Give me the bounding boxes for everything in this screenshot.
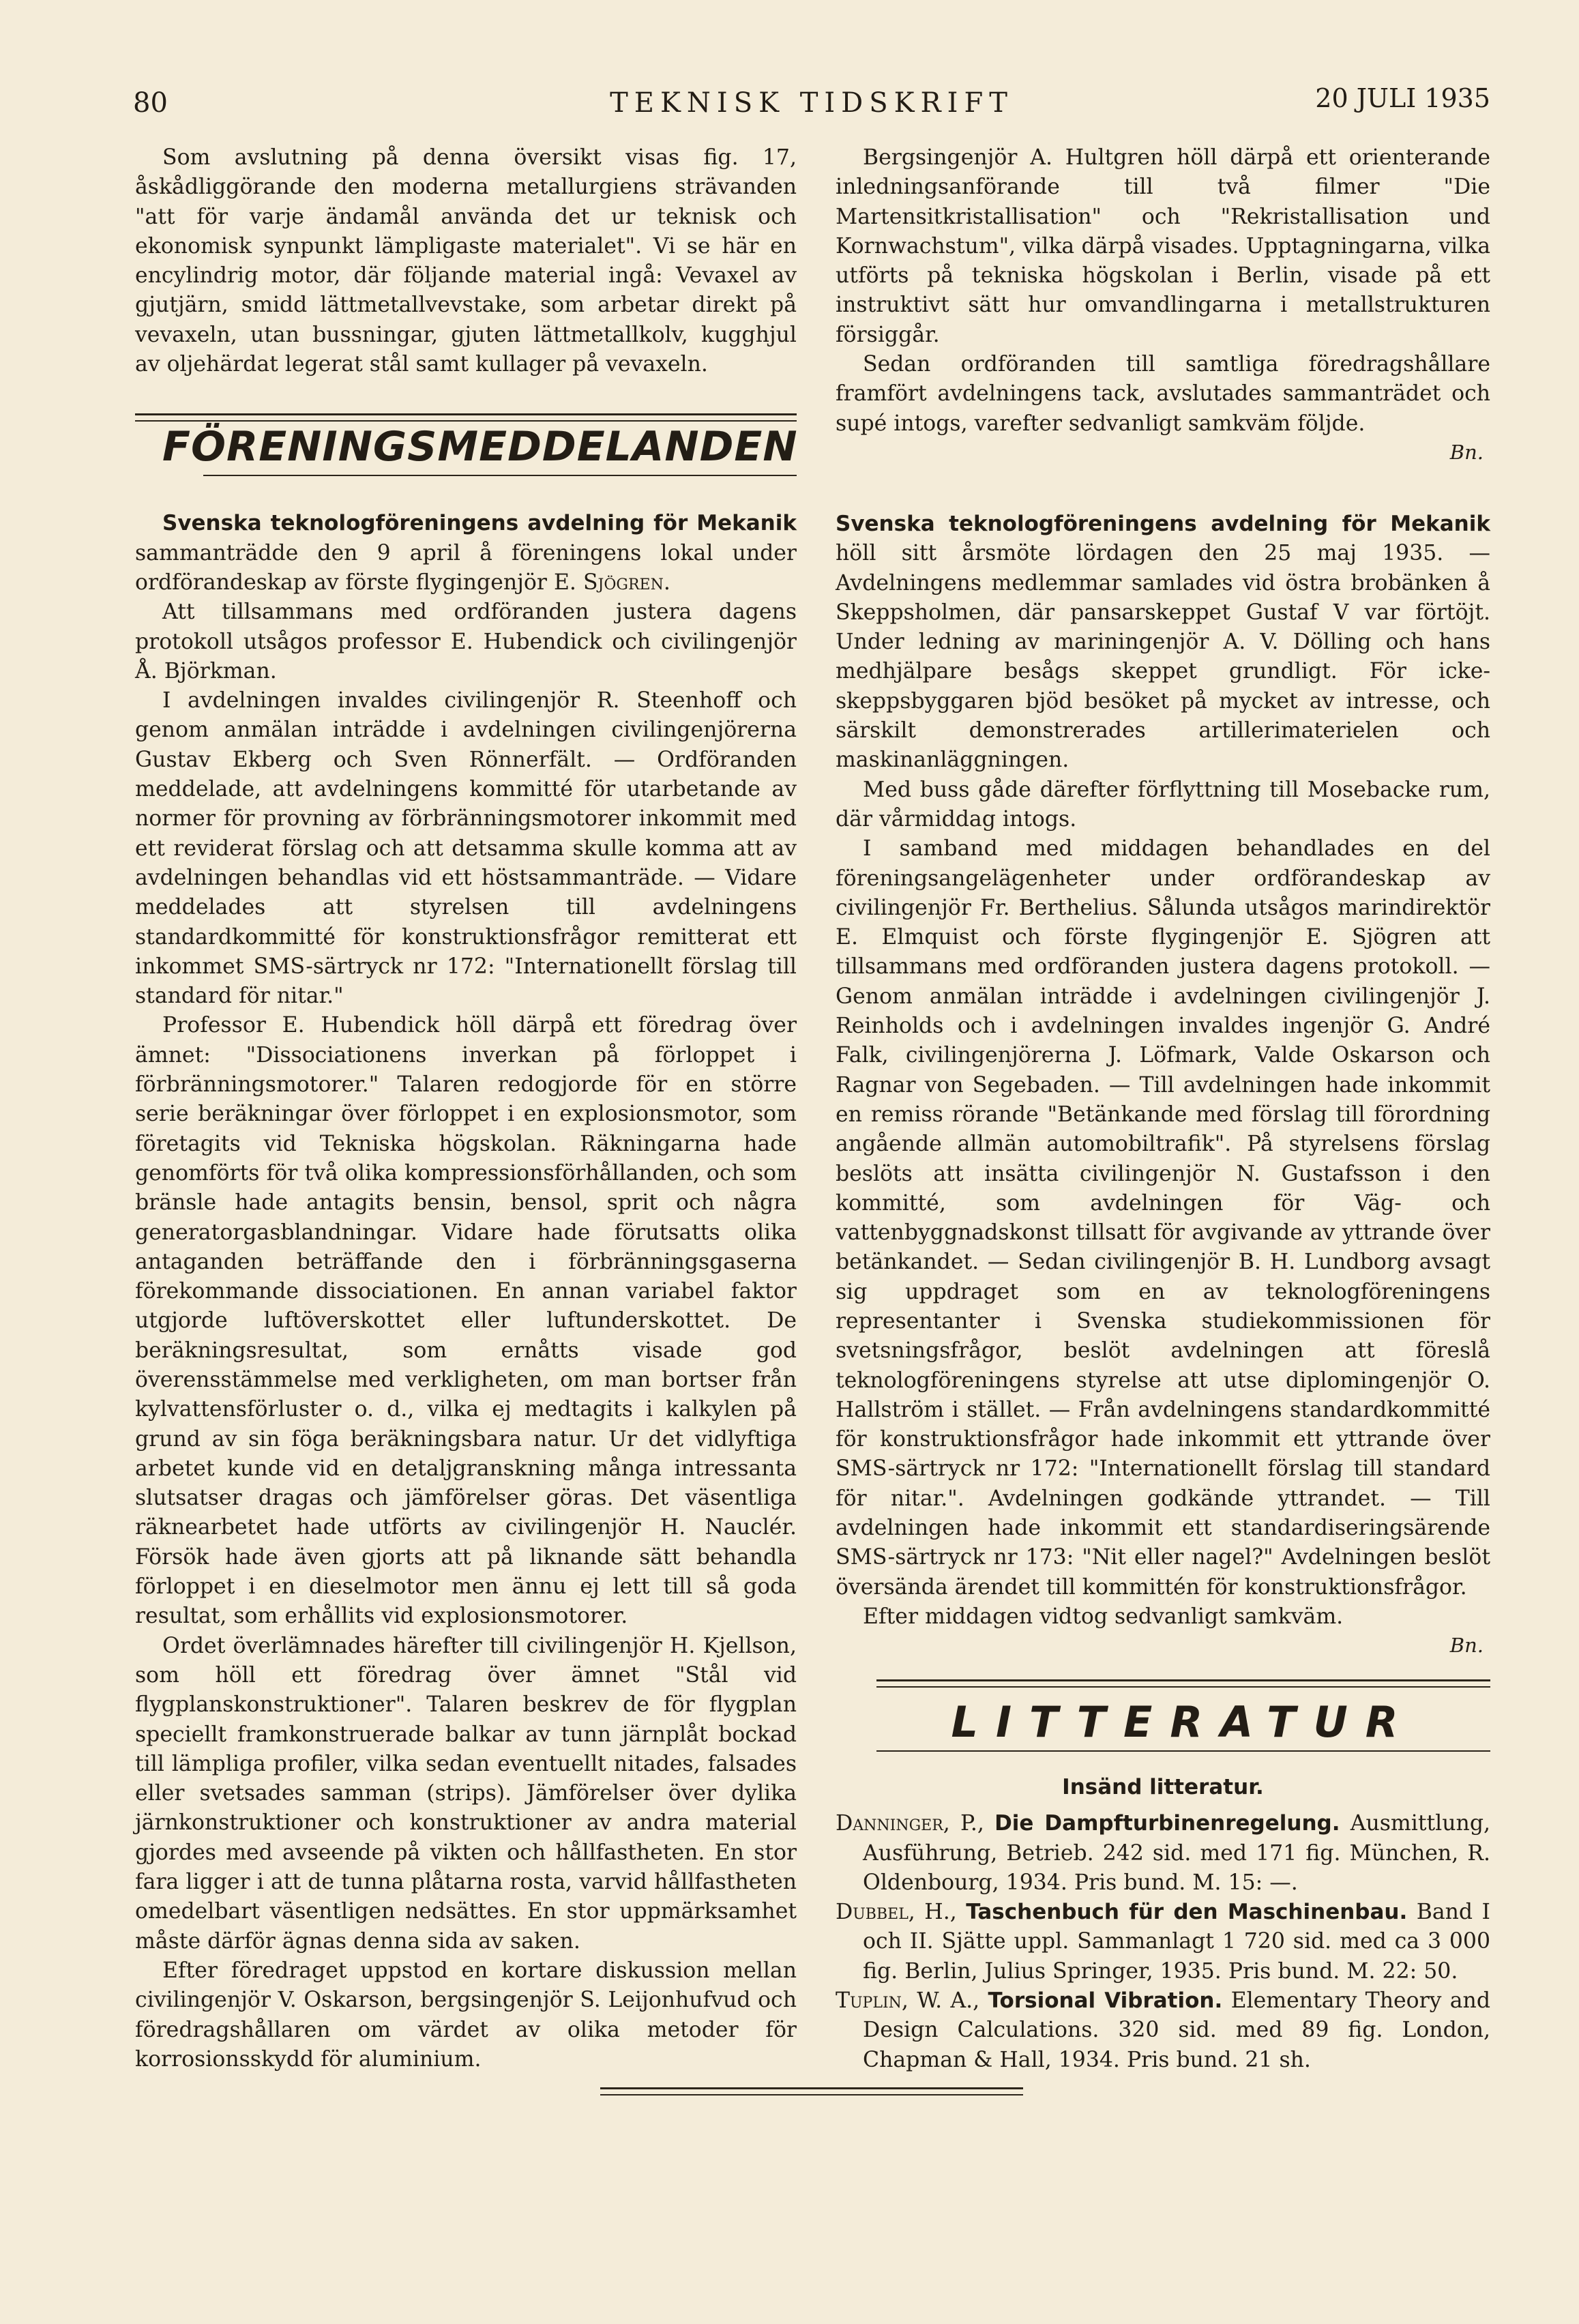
section-title: FÖRENINGSMEDDELANDEN [162, 423, 798, 471]
page-number: 80 [133, 87, 168, 119]
lit-details: Band I och II. Sjätte uppl. Sammanlagt 1 720 sid. med ca 3 000 fig. Berlin, Julius Springer, 1935. Pris bund. M. 22: 50. [863, 1900, 1490, 1984]
annual-meeting-heading: Svenska teknologföreningens avdelning för Mekanik [836, 511, 1490, 536]
meeting-paragraph-6: Efter föredraget uppstod en kortare diskussion mellan civilingenjör V. Oskarson, bergsingenjör S. Leijonhufvud och föredragshållaren om värdet av olika metoder för korrosionsskydd för aluminium. [135, 1958, 797, 2072]
annual-meeting-paragraph-4: Efter middagen vidtog sedvanligt samkväm. [863, 1604, 1344, 1629]
literature-entry [836, 1898, 1490, 1986]
intro-paragraph: Som avslutning på denna översikt visas fig. 17, åskådliggörande den moderna metallurgiens strävanden "att för varje ändamål använda det ur teknisk och ekonomisk synpunkt lämpligaste materialet". Vi se här en encylindrig motor, där följande material ingå: Vevaxel av gjutjärn, smidd lättmetallvevstake, som arbetar direkt på vevaxeln, utan bussningar, gjuten lättmetallkolv, kugghjul av oljehärdat legerat stål samt kullager på vevaxeln. [135, 145, 797, 377]
banner-rule-top [135, 413, 797, 415]
banner-rule-top-thin [135, 420, 797, 422]
signature-1: Bn. [1449, 440, 1484, 464]
right-column [836, 143, 1490, 2075]
chair-name: E. Sjögren. [553, 570, 670, 595]
continued-paragraph-1: Bergsingenjör A. Hultgren höll därpå ett orienterande inledningsanförande till två filmer "Die Martensitkristallisation" och "Rekristallisation und Kornwachstum", vilka därpå visades. Upptagningarna, vilka utförts på tekniska högskolan i Berlin, visade på ett instruktivt sätt hur omvandlingarna i metallstrukturen försiggår. [836, 145, 1490, 347]
continued-paragraph-2: Sedan ordföranden till samtliga föredragshållare framfört avdelningens tack, avslutades sammanträdet och supé intogs, varefter sedvanligt samkväm följde. [836, 352, 1490, 436]
lit-rule-top [876, 1679, 1490, 1681]
meeting-heading: Svenska teknologföreningens avdelning för Mekanik [162, 511, 797, 536]
lit-author: Tuplin, W. A., [836, 1988, 980, 2014]
lit-title: Torsional Vibration. [988, 1988, 1223, 2014]
issue-date: 20 JULI 1935 [1315, 83, 1490, 113]
closing-rule-thick [600, 2087, 1023, 2089]
left-column [135, 143, 797, 2074]
meeting-paragraph-2: Att tillsammans med ordföranden justera dagens protokoll utsågos professor E. Hubendick och civilingenjör Å. Björkman. [135, 600, 797, 683]
literature-entry [836, 1986, 1490, 2075]
literature-title: LITTERATUR [951, 1697, 1416, 1748]
banner-rule-bottom [203, 475, 797, 476]
lit-rule-bottom [876, 1750, 1490, 1752]
lit-details: Ausmittlung, Ausführung, Betrieb. 242 sid. med 171 fig. München, R. Oldenbourg, 1934. Pris bund. M. 15: —. [863, 1811, 1490, 1895]
annual-meeting-paragraph-3: I samband med middagen behandlades en del föreningsangelägenheter under ordförandeskap av civilingenjör Fr. Berthelius. Sålunda utsågos marindirektör E. Elmquist och förste flygingenjör E. Sjögren att tillsammans med ordföranden justera dagens protokoll. — Genom anmälan inträdde i avdelningen civilingenjör J. Reinholds och i avdelningen invaldes ingenjör G. André Falk, civilingenjörerna J. Löfmark, Valde Oskarson och Ragnar von Segebaden. — Till avdelningen hade inkommit en remiss rörande "Betänkande med förslag till förordning angående allmän automobiltrafik". På styrelsens förslag beslöts att insätta civilingenjör N. Gustafsson i den kommitté, som avdelningen för Väg- och vattenbyggnadskonst tillsatt för avgivande av yttrande över betänkandet. — Sedan civilingenjör B. H. Lundborg avsagt sig uppdraget som en av teknologföreningens representanter i Svenska studiekommissionen för svetsningsfrågor, beslöt avdelningen att föreslå teknologföreningens styrelse att utse diplomingenjör O. Hallström i stället. — Från avdelningens standardkommitté för konstruktionsfrågor hade inkommit ett yttrande över SMS-särtryck nr 172: "Internationellt förslag till standard för nitar.". Avdelningen godkände yttrandet. — Till avdelningen hade inkommit ett standardiseringsärende SMS-särtryck nr 173: "Nit eller nagel?" Avdelningen beslöt översända ärendet till kommittén för konstruktionsfrågor. [836, 836, 1490, 1600]
meeting-paragraph-5: Ordet överlämnades härefter till civilingenjör H. Kjellson, som höll ett föredrag över ämnet "Stål vid flygplanskonstruktioner". Talaren beskrev de för flygplan speciellt framkonstruerade balkar av tunn järnplåt bockad till lämpliga profiler, vilka sedan eventuellt nitades, falsades eller svetsades samman (strips). Jämförelser över dylika järnkonstruktioner och konstruktioner av andra material gjordes med avseende på vikten och hållfastheten. En stor fara ligger i att de tunna plåtarna rosta, varvid hållfastheten omedelbart väsentligen nedsättes. En stor uppmärksamhet måste därför ägnas denna sida av saken. [135, 1633, 797, 1954]
lit-rule-top-thin [876, 1686, 1490, 1688]
literature-subheading: Insänd litteratur. [1062, 1775, 1264, 1800]
journal-title: TEKNISK TIDSKRIFT [610, 87, 1014, 119]
closing-rule [600, 2087, 1023, 2101]
annual-meeting-text: höll sitt årsmöte lördagen den 25 maj 1935. — Avdelningens medlemmar samlades vid östra brobänken å Skeppsholmen, där pansarskeppet Gustaf V var förtöjt. Under ledning av mariningenjör A. V. Dölling och hans medhjälpare besågs skeppet grundligt. För icke-skeppsbyggaren bjöd besöket på mycket av intresse, och särskilt demonstrerades artillerimaterielen och maskinanläggningen. [836, 541, 1490, 773]
meeting-paragraph-3: I avdelningen invaldes civilingenjör R. Steenhoff och genom anmälan inträdde i avdelningen civilingenjörerna Gustav Ekberg och Sven Rönnerfält. — Ordföranden meddelade, att avdelningens kommitté för utarbetande av normer för provning av förbränningsmotorer inkommit med ett reviderat förslag och att detsamma skulle komma att av avdelningen behandlas vid ett höstsammanträde. — Vidare meddelades att styrelsen till avdelningens standardkommitté för konstruktionsfrågor remitterat ett inkommet SMS-särtryck nr 172: "Internationellt förslag till standard för nitar." [135, 688, 797, 1009]
page-header [133, 83, 1490, 135]
meeting-paragraph-4: Professor E. Hubendick höll därpå ett föredrag över ämnet: "Dissociationens inverkan på förloppet i förbränningsmotorer." Talaren redogjorde för en större serie beräkningar över förloppet i en explosionsmotor, som företagits vid Tekniska högskolan. Räkningarna hade genomförts för två olika kompressionsförhållanden, och som bränsle hade antagits bensin, bensol, sprit och några generatorgasblandningar. Vidare hade förutsatts olika antaganden beträffande den i förbränningsgaserna förekommande dissociationen. En annan variabel faktor utgjorde luftöverskottet eller luftunderskottet. De beräkningsresultat, som ernåtts visade god överensstämmelse med verkligheten, om man bortser från kylvattensförluster o. d., vilka ej medtagits i kalkylen på grund av sin föga beräkningsbara natur. Ur det vidlyftiga arbetet kunde vid en detaljgranskning många intressanta slutsatser dragas och jämförelser göras. Det väsentliga räknearbetet hade utförts av civilingenjör H. Nauclér. Försök hade även gjorts att på liknande sätt behandla förloppet i en dieselmotor men ännu ej lett till så goda resultat, som erhållits vid explosionsmotorer. [135, 1013, 797, 1629]
annual-meeting-paragraph-2: Med buss gåde därefter förflyttning till Mosebacke rum, där vårmiddag intogs. [836, 777, 1490, 832]
signature-2: Bn. [1449, 1634, 1484, 1658]
lit-title: Die Dampfturbinenregelung. [994, 1811, 1340, 1836]
section-banner [135, 407, 797, 488]
annual-meeting-paragraph-1 [836, 510, 1490, 776]
meeting-text: sammanträdde den 9 april å föreningens lokal under ordförandeskap av förste flygingenjör [135, 540, 797, 595]
lit-author: Danninger, P., [836, 1811, 984, 1836]
lit-author: Dubbel, H., [836, 1900, 957, 1925]
literature-banner [836, 1674, 1490, 1763]
meeting-paragraph-1 [135, 509, 797, 598]
literature-entry [836, 1809, 1490, 1898]
lit-title: Taschenbuch für den Maschinenbau. [966, 1900, 1408, 1925]
closing-rule-thin [600, 2094, 1023, 2095]
lit-details: Elementary Theory and Design Calculations. 320 sid. med 89 fig. London, Chapman & Hall, 1934. Pris bund. 21 sh. [863, 1988, 1490, 2072]
